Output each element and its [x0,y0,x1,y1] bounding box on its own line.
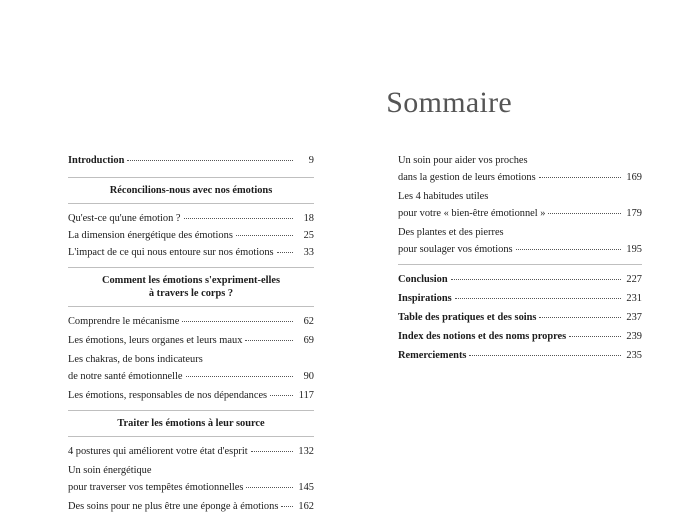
toc-entry-title: dans la gestion de leurs émotions [398,172,536,183]
toc-entry[interactable] [68,389,314,402]
toc-entry[interactable] [68,212,314,225]
section-heading-line: Comment les émotions s'expriment-elles [101,275,281,286]
toc-entry-title: pour soulager vos émotions [398,244,513,255]
toc-entry-page: 9 [308,155,314,166]
toc-entry-title: 4 postures qui améliorent votre état d'esprit [68,446,248,457]
toc-entry-title-line[interactable]: Des plantes et des pierres [398,227,504,238]
toc-entry-title-line[interactable]: Un soin pour aider vos proches [398,155,528,166]
toc-entry-page: 132 [298,446,314,457]
toc-entry-title: pour votre « bien-être émotionnel » [398,208,546,219]
dot-leader [184,218,293,219]
toc-entry-page: 231 [626,293,642,304]
toc-entry-title: La dimension énergétique des émotions [68,230,233,241]
toc-entry-acknowledgements[interactable] [398,349,642,362]
toc-entry-introduction[interactable] [68,154,314,167]
toc-entry[interactable] [68,229,314,242]
toc-entry-inspirations[interactable] [398,292,642,305]
dot-leader [569,336,621,337]
toc-right-column [398,154,642,362]
toc-entry-page: 69 [303,335,314,346]
toc-entry-title: Les émotions, leurs organes et leurs maux [68,335,243,346]
toc-entry[interactable] [398,171,642,184]
toc-entry-title: Qu'est-ce qu'une émotion ? [68,213,181,224]
dot-leader [451,279,621,280]
toc-entry-title: Inspirations [398,293,452,304]
toc-entry-page: 195 [626,244,642,255]
toc-entry[interactable] [68,334,314,347]
toc-entry-practices-table[interactable] [398,311,642,324]
toc-entry-title: Comprendre le mécanisme [68,316,180,327]
toc-entry-conclusion[interactable] [398,273,642,286]
toc-entry[interactable] [398,207,642,220]
toc-entry-page: 25 [303,230,314,241]
dot-leader [270,395,293,396]
dot-leader [236,235,293,236]
toc-entry-title: Table des pratiques et des soins [398,312,537,323]
toc-entry-title: Index des notions et des noms propres [398,331,567,342]
section-heading [68,274,314,300]
toc-entry-title: Conclusion [398,274,448,285]
section-heading-line: à travers le corps ? [148,288,234,299]
toc-entry-title: Des soins pour ne plus être une éponge à émotions [68,501,279,512]
toc-entry-page: 90 [303,371,314,382]
dot-leader [281,506,293,507]
toc-left-column [68,154,314,513]
toc-entry-page: 33 [303,247,314,258]
dot-leader [539,317,621,318]
toc-entry-title: L'impact de ce qui nous entoure sur nos émotions [68,247,274,258]
toc-entry[interactable] [68,370,314,383]
toc-entry-page: 117 [298,390,314,401]
toc-entry-page: 62 [303,316,314,327]
toc-entry-title: de notre santé émotionnelle [68,371,183,382]
toc-entry[interactable] [398,243,642,256]
toc-entry-title: Remerciements [398,350,467,361]
toc-entry[interactable] [68,246,314,259]
toc-entry[interactable] [68,500,314,513]
toc-entry-page: 169 [626,172,642,183]
toc-entry-title: pour traverser vos tempêtes émotionnelles [68,482,244,493]
dot-leader [539,177,621,178]
toc-entry-page: 179 [626,208,642,219]
dot-leader [516,249,621,250]
toc-entry-page: 227 [626,274,642,285]
toc-entry[interactable] [68,481,314,494]
toc-entry-page: 162 [298,501,314,512]
dot-leader [182,321,293,322]
toc-entry-title: Introduction [68,155,125,166]
dot-leader [246,487,293,488]
dot-leader [548,213,621,214]
toc-entry-page: 239 [626,331,642,342]
toc-entry-page: 18 [303,213,314,224]
toc-entry-page: 237 [626,312,642,323]
page-title: Sommaire [386,86,512,119]
toc-entry[interactable] [68,445,314,458]
dot-leader [455,298,621,299]
toc-entry-title: Les émotions, responsables de nos dépendances [68,390,268,401]
dot-leader [251,451,293,452]
toc-entry[interactable] [68,315,314,328]
section-heading: Réconcilions-nous avec nos émotions [109,185,273,196]
toc-entry-title-line[interactable]: Un soin énergétique [68,465,152,476]
toc-entry-page: 145 [298,482,314,493]
dot-leader [186,376,293,377]
dot-leader [245,340,293,341]
dot-leader [277,252,293,253]
toc-entry-title-line[interactable]: Les chakras, de bons indicateurs [68,354,203,365]
toc-entry-page: 235 [626,350,642,361]
section-heading: Traiter les émotions à leur source [117,418,265,429]
toc-entry-title-line[interactable]: Les 4 habitudes utiles [398,191,489,202]
dot-leader [469,355,621,356]
toc-entry-index[interactable] [398,330,642,343]
dot-leader [127,160,293,161]
